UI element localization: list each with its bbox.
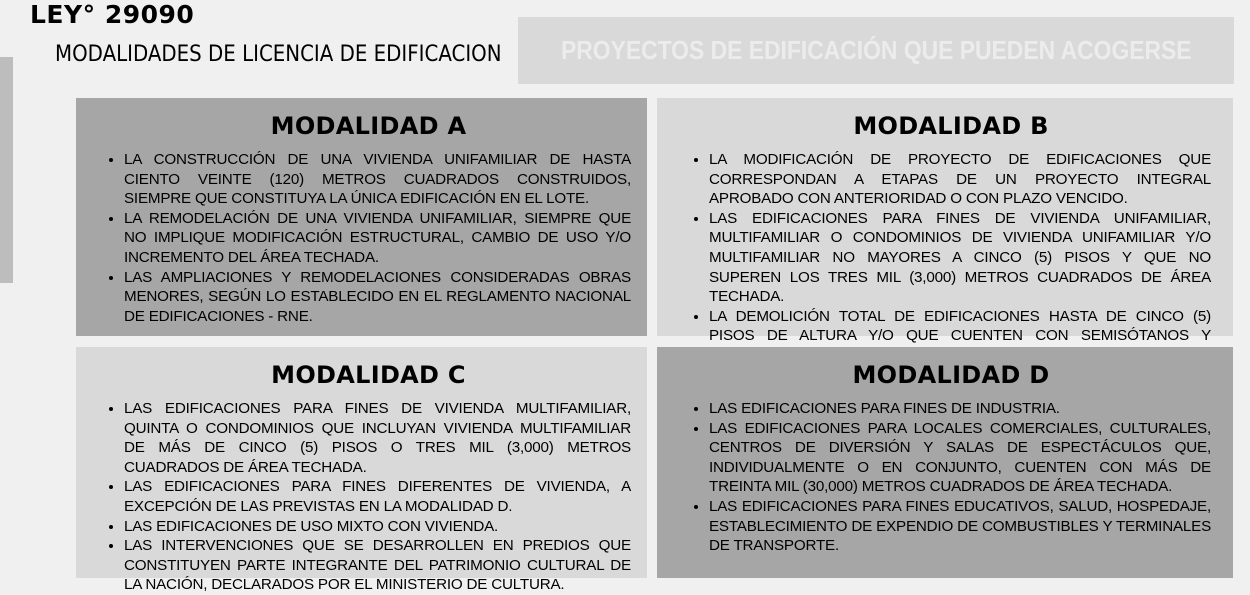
card-list: [691, 150, 1211, 366]
card-title: MODALIDAD C: [271, 361, 466, 389]
card-list: [691, 399, 1211, 556]
list-item: • LAS EDIFICACIONES PARA FINES EDUCATIVOS, SALUD, HOSPEDAJE, ESTABLECIMIENTO DE EXPENDIO DE COMBUSTIBLES Y TERMINALES DE TRANSPORTE.: [709, 497, 1211, 556]
list-item: • LA DEMOLICIÓN TOTAL DE EDIFICACIONES HASTA DE CINCO (5) PISOS DE ALTURA Y/O QUE CUENTEN CON SEMISÓTANOS Y: [709, 307, 1211, 366]
list-item: • LAS EDIFICACIONES PARA LOCALES COMERCIALES, CULTURALES, CENTROS DE DIVERSIÓN Y SALAS DE ESPECTÁCULOS QUE, INDIVIDUALMENTE O EN CONJUNTO, CUENTEN CON MÁS DE TREINTA MIL (30,000) METROS CUADRADOS DE ÁREA TECHADA.: [709, 419, 1211, 497]
card-list: [106, 150, 631, 326]
modalidad-c-card: [76, 347, 647, 594]
card-list: [106, 399, 631, 595]
page-subtitle: MODALIDADES DE LICENCIA DE EDIFICACION: [55, 42, 502, 67]
list-item: • LAS AMPLIACIONES Y REMODELACIONES CONSIDERADAS OBRAS MENORES, SEGÚN LO ESTABLECIDO EN EL REGLAMENTO NACIONAL DE EDIFICACIONES - RNE.: [124, 268, 631, 327]
side-accent-bar: [0, 57, 13, 283]
list-item: • LAS EDIFICACIONES PARA FINES DE VIVIENDA UNIFAMILIAR, MULTIFAMILIAR O CONDOMINIOS DE VIVIENDA UNIFAMILIAR Y/O MULTIFAMILIAR NO MAYORES A CINCO (5) PISOS Y QUE NO SUPEREN LOS TRES MIL (3,000) METROS CUADRADOS DE ÁREA TECHADA.: [709, 209, 1211, 307]
list-item: • LAS EDIFICACIONES DE USO MIXTO CON VIVIENDA.: [124, 517, 631, 537]
list-item: • LAS EDIFICACIONES PARA FINES DIFERENTES DE VIVIENDA, A EXCEPCIÓN DE LAS PREVISTAS EN LA MODALIDAD D.: [124, 477, 631, 516]
card-title: MODALIDAD D: [852, 361, 1050, 389]
list-item: • LAS EDIFICACIONES PARA FINES DE VIVIENDA MULTIFAMILIAR, QUINTA O CONDOMINIOS QUE INCLUYAN VIVIENDA MULTIFAMILIAR DE MÁS DE CINCO (5) PISOS O TRES MIL (3,000) METROS CUADRADOS DE ÁREA TECHADA.: [124, 399, 631, 477]
modalidad-d-card: [657, 347, 1233, 578]
list-item: • LA CONSTRUCCIÓN DE UNA VIVIENDA UNIFAMILIAR DE HASTA CIENTO VEINTE (120) METROS CUADRADOS CONSTRUIDOS, SIEMPRE QUE CONSTITUYA LA ÚNICA EDIFICACIÓN EN EL LOTE.: [124, 150, 631, 209]
banner-text: PROYECTOS DE EDIFICACIÓN QUE PUEDEN ACOGERSE: [560, 35, 1192, 65]
list-item: • LAS INTERVENCIONES QUE SE DESARROLLEN EN PREDIOS QUE CONSTITUYEN PARTE INTEGRANTE DEL PATRIMONIO CULTURAL DE LA NACIÓN, DECLARADOS POR EL MINISTERIO DE CULTURA.: [124, 536, 631, 595]
modalidad-a-card: [76, 98, 647, 336]
list-item: • LA REMODELACIÓN DE UNA VIVIENDA UNIFAMILIAR, SIEMPRE QUE NO IMPLIQUE MODIFICACIÓN ESTRUCTURAL, CAMBIO DE USO Y/O INCREMENTO DEL ÁREA TECHADA.: [124, 209, 631, 268]
card-title: MODALIDAD A: [270, 112, 467, 140]
list-item: • LAS EDIFICACIONES PARA FINES DE INDUSTRIA.: [709, 399, 1211, 419]
card-title: MODALIDAD B: [853, 112, 1049, 140]
list-item: • LA MODIFICACIÓN DE PROYECTO DE EDIFICACIONES QUE CORRESPONDAN A ETAPAS DE UN PROYECTO INTEGRAL APROBADO CON ANTERIORIDAD O CON PLAZO VENCIDO.: [709, 150, 1211, 209]
projects-banner: [518, 17, 1234, 84]
law-title: LEY° 29090: [30, 0, 195, 29]
modalidad-b-card: [657, 98, 1233, 345]
